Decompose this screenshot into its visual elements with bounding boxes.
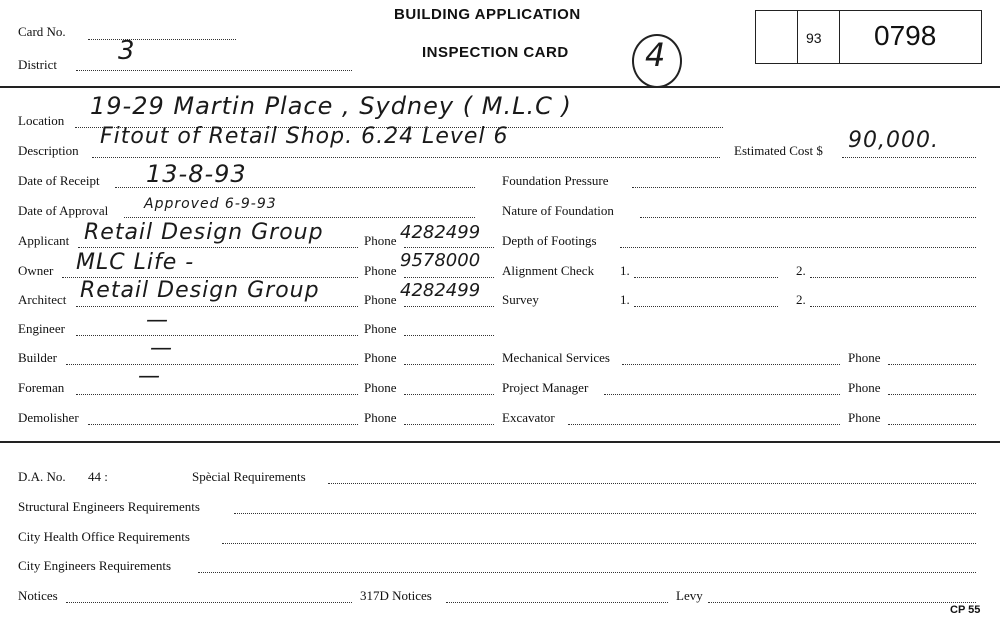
levy-field [708, 602, 976, 603]
card-number-divider-2 [839, 10, 840, 64]
foundation-pressure-field [632, 187, 976, 188]
card-no-field [88, 39, 236, 40]
district-field [76, 70, 352, 71]
date-of-approval-field [124, 217, 475, 218]
nature-of-foundation-field [640, 217, 976, 218]
owner-phone-label: Phone [364, 263, 397, 278]
project-manager-label: Project Manager [502, 380, 589, 395]
card-number: 0798 [874, 20, 937, 51]
owner-value: MLC Life - [76, 250, 195, 275]
applicant-phone-field [404, 247, 494, 248]
structural-engineers-field [234, 513, 976, 514]
demolisher-phone-field [404, 424, 494, 425]
notices-label: Notices [18, 588, 58, 603]
depth-of-footings-field [620, 247, 976, 248]
engineer-phone-label: Phone [364, 321, 397, 336]
survey-2-field [810, 306, 976, 307]
depth-of-footings-label: Depth of Footings [502, 233, 597, 248]
builder-field [66, 364, 358, 365]
architect-value: Retail Design Group [80, 278, 320, 303]
estimated-cost-value: 90,000. [848, 128, 939, 153]
project-manager-phone-field [888, 394, 976, 395]
description-field [92, 157, 720, 158]
notices-317d-label: 317D Notices [360, 588, 432, 603]
notices-field [66, 602, 352, 603]
survey-1-field [634, 306, 778, 307]
form-title: BUILDING APPLICATION [394, 6, 581, 23]
project-manager-phone-label: Phone [848, 380, 881, 395]
special-requirements-label: Spècial Requirements [192, 469, 306, 484]
circled-number: 4 [645, 36, 667, 74]
engineer-value: — [146, 308, 169, 333]
engineer-label: Engineer [18, 321, 65, 336]
description-label: Description [18, 143, 79, 158]
applicant-phone-label: Phone [364, 233, 397, 248]
demolisher-phone-label: Phone [364, 410, 397, 425]
alignment-check-2-label: 2. [796, 263, 806, 278]
demolisher-label: Demolisher [18, 410, 79, 425]
district-label: District [18, 57, 57, 72]
card-no-label: Card No. [18, 24, 66, 39]
city-engineers-field [198, 572, 976, 573]
project-manager-field [604, 394, 840, 395]
survey-1-label: 1. [620, 292, 630, 307]
owner-label: Owner [18, 263, 54, 278]
alignment-check-label: Alignment Check [502, 263, 595, 278]
excavator-phone-field [888, 424, 976, 425]
builder-phone-label: Phone [364, 350, 397, 365]
city-health-field [222, 543, 976, 544]
excavator-phone-label: Phone [848, 410, 881, 425]
alignment-check-1-field [634, 277, 778, 278]
estimated-cost-field [842, 157, 976, 158]
structural-engineers-label: Structural Engineers Requirements [18, 499, 200, 514]
nature-of-foundation-label: Nature of Foundation [502, 203, 614, 218]
engineer-field [76, 335, 358, 336]
architect-field [76, 306, 358, 307]
city-health-label: City Health Office Requirements [18, 529, 190, 544]
header-rule [0, 86, 1000, 88]
foreman-label: Foreman [18, 380, 65, 395]
estimated-cost-label: Estimated Cost $ [734, 143, 823, 158]
demolisher-field [88, 424, 358, 425]
levy-label: Levy [676, 588, 703, 603]
foreman-value: — [138, 364, 161, 389]
builder-phone-field [404, 364, 494, 365]
applicant-phone-value: 4282499 [400, 222, 481, 243]
notices-317d-field [446, 602, 668, 603]
architect-phone-value: 4282499 [400, 280, 481, 301]
applicant-field [78, 247, 358, 248]
architect-label: Architect [18, 292, 67, 307]
district-value: 3 [118, 36, 136, 66]
architect-phone-field [404, 306, 494, 307]
applicant-value: Retail Design Group [84, 220, 324, 245]
excavator-field [568, 424, 840, 425]
location-value: 19-29 Martin Place , Sydney ( M.L.C ) [90, 92, 572, 120]
owner-phone-field [404, 277, 494, 278]
builder-value: — [150, 336, 173, 361]
foreman-field [76, 394, 358, 395]
alignment-check-1-label: 1. [620, 263, 630, 278]
card-number-divider-1 [797, 10, 798, 64]
date-of-approval-label: Date of Approval [18, 203, 109, 218]
architect-phone-label: Phone [364, 292, 397, 307]
foreman-phone-label: Phone [364, 380, 397, 395]
owner-phone-value: 9578000 [400, 250, 481, 271]
excavator-label: Excavator [502, 410, 555, 425]
form-subtitle: INSPECTION CARD [422, 44, 569, 61]
alignment-check-2-field [810, 277, 976, 278]
foreman-phone-field [404, 394, 494, 395]
description-value: Fitout of Retail Shop. 6.24 Level 6 [100, 124, 509, 149]
survey-label: Survey [502, 292, 539, 307]
location-label: Location [18, 113, 65, 128]
mechanical-phone-field [888, 364, 976, 365]
date-of-receipt-value: 13-8-93 [146, 160, 247, 188]
special-requirements-field [328, 483, 976, 484]
mechanical-services-field [622, 364, 840, 365]
date-of-receipt-label: Date of Receipt [18, 173, 100, 188]
da-no-label: D.A. No. [18, 469, 66, 484]
survey-2-label: 2. [796, 292, 806, 307]
foundation-pressure-label: Foundation Pressure [502, 173, 609, 188]
card-year: 93 [806, 30, 822, 46]
city-engineers-label: City Engineers Requirements [18, 558, 172, 573]
da-no-value: 44 : [88, 469, 108, 484]
builder-label: Builder [18, 350, 57, 365]
date-of-approval-value: Approved 6-9-93 [144, 196, 277, 212]
form-code: CP 55 [950, 604, 981, 616]
card-number-box [755, 10, 982, 64]
lower-section-rule [0, 441, 1000, 443]
engineer-phone-field [404, 335, 494, 336]
mechanical-phone-label: Phone [848, 350, 881, 365]
applicant-label: Applicant [18, 233, 70, 248]
mechanical-services-label: Mechanical Services [502, 350, 610, 365]
